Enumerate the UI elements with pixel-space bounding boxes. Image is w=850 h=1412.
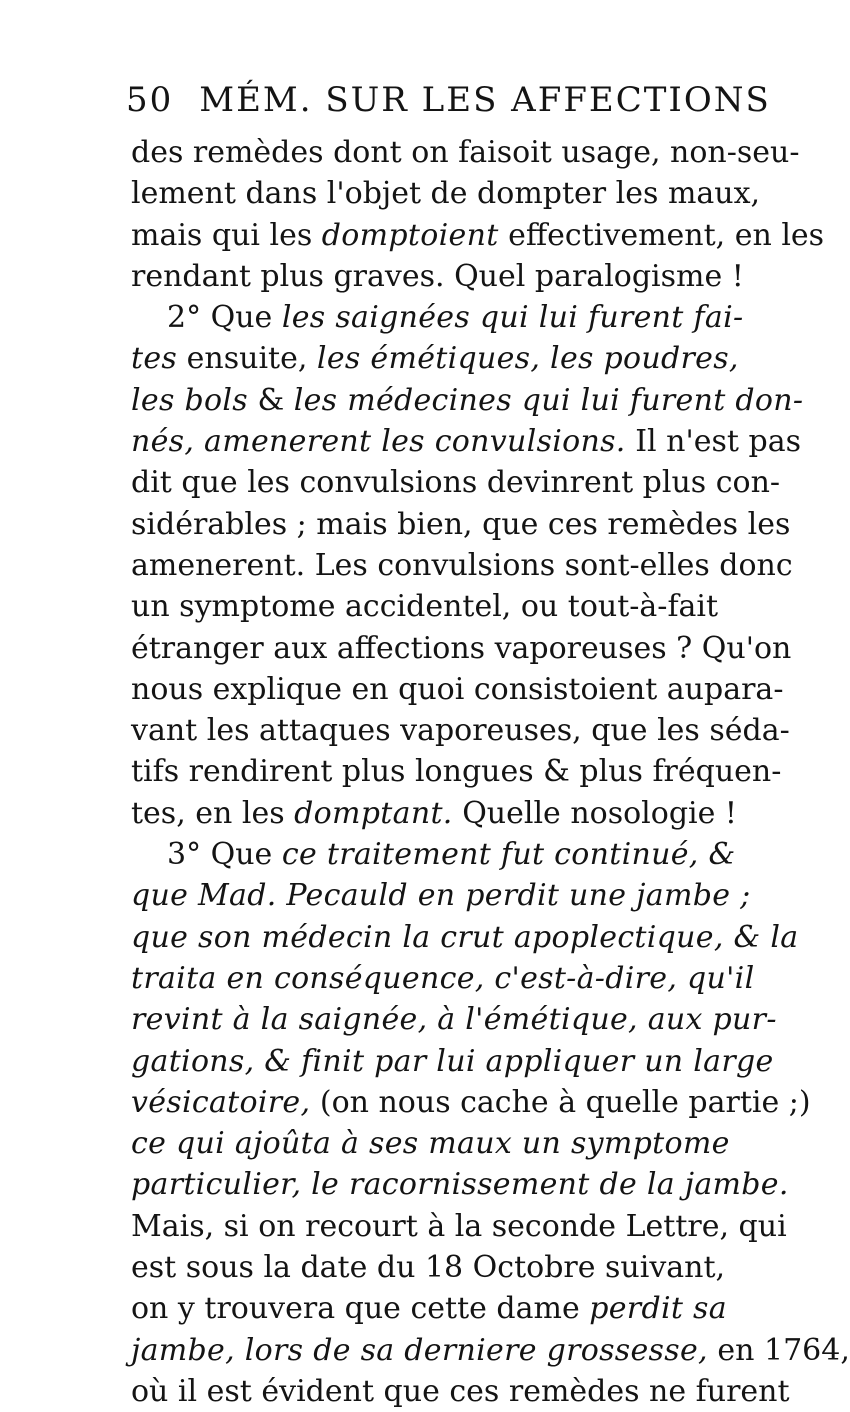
text-line: [131, 1330, 850, 1371]
text-segment: où il est évident que ces remèdes ne furent: [131, 1373, 790, 1409]
text-line: [131, 1247, 726, 1288]
italic-segment: traita en conséquence, c'est-à-dire, qu'il: [131, 960, 755, 996]
text-line: [131, 1041, 774, 1082]
italic-segment: les émétiques, les poudres,: [316, 341, 739, 377]
text-segment: Quelle nosologie !: [452, 795, 737, 831]
running-header: [126, 80, 771, 120]
text-line: [131, 669, 784, 710]
text-line: [131, 1288, 727, 1329]
text-line: [131, 793, 737, 834]
text-line: [131, 586, 719, 627]
text-line: [131, 999, 777, 1040]
text-segment: 3° Que: [167, 837, 282, 873]
text-line: [131, 958, 755, 999]
text-line: [131, 504, 791, 545]
text-line: [131, 751, 782, 792]
italic-segment: perdit sa: [589, 1291, 727, 1327]
text-line: [131, 256, 744, 297]
italic-segment: les bols: [131, 382, 248, 418]
text-segment: des remèdes dont on faisoit usage, non-seu-: [131, 135, 800, 170]
text-segment: tes, en les: [131, 795, 295, 831]
text-segment: on y trouvera que cette dame: [131, 1291, 590, 1327]
italic-segment: revint à la saignée, à l'émétique, aux pur-: [131, 1002, 777, 1038]
text-segment: Mais, si on recourt à la seconde Lettre, qui: [131, 1208, 787, 1244]
page-number: 50: [126, 80, 174, 120]
text-segment: dit que les convulsions devinrent plus con-: [131, 465, 781, 501]
italic-segment: ce traitement fut continué, &: [281, 837, 736, 873]
text-line: [131, 834, 736, 875]
text-segment: 2° Que: [167, 300, 282, 336]
text-line: [131, 628, 792, 669]
text-segment: mais qui les: [131, 217, 322, 253]
text-line: [131, 1123, 730, 1164]
text-line: [131, 338, 739, 379]
text-segment: amenerent. Les convulsions sont-elles donc: [131, 547, 793, 583]
text-line: [131, 173, 761, 214]
italic-segment: que son médecin la crut apoplectique, & la: [131, 919, 799, 955]
text-segment: tifs rendirent plus longues & plus fréquen-: [131, 754, 782, 790]
italic-segment: domptoient: [321, 217, 499, 253]
italic-segment: les médecines qui lui furent don-: [293, 382, 804, 418]
text-line: [131, 1164, 789, 1205]
text-segment: rendant plus graves. Quel paralogisme !: [131, 258, 744, 294]
text-segment: lement dans l'objet de dompter les maux,: [131, 176, 761, 212]
text-segment: étranger aux affections vaporeuses ? Qu'on: [131, 630, 792, 666]
italic-segment: tes: [131, 341, 178, 377]
text-segment: est sous la date du 18 Octobre suivant,: [131, 1250, 726, 1286]
running-title: MÉM. SUR LES AFFECTIONS: [199, 80, 771, 120]
italic-segment: domptant.: [294, 795, 453, 831]
text-segment: un symptome accidentel, ou tout-à-fait: [131, 589, 719, 625]
body-text: [131, 132, 850, 1412]
text-line: [131, 1082, 811, 1123]
text-line: [131, 215, 825, 256]
text-line: [131, 132, 800, 173]
text-segment: effectivement, en les: [498, 217, 825, 253]
text-segment: nous explique en quoi consistoient aupara-: [131, 671, 784, 707]
text-line: [131, 380, 804, 421]
italic-segment: les saignées qui lui furent fai-: [281, 300, 744, 336]
italic-segment: que Mad. Pecauld en perdit une jambe ;: [131, 878, 751, 914]
italic-segment: nés, amenerent les convulsions.: [131, 424, 626, 460]
text-line: [131, 1371, 790, 1412]
italic-segment: particulier, le racornissement de la jambe.: [131, 1167, 789, 1203]
text-line: [131, 710, 790, 751]
italic-segment: vésicatoire,: [131, 1084, 311, 1120]
text-segment: ensuite,: [177, 341, 317, 377]
text-line: [131, 462, 781, 503]
text-segment: vant les attaques vaporeuses, que les séda-: [131, 713, 790, 749]
italic-segment: gations, & finit par lui appliquer un large: [131, 1043, 774, 1079]
text-segment: en 1764,: [707, 1332, 850, 1368]
text-segment: Il n'est pas: [625, 424, 801, 460]
text-line: [131, 545, 793, 586]
text-line: [131, 875, 751, 916]
text-segment: (on nous cache à quelle partie ;): [310, 1084, 811, 1120]
text-line: [131, 917, 799, 958]
italic-segment: jambe, lors de sa derniere grossesse,: [131, 1332, 708, 1368]
text-line: [131, 421, 801, 462]
text-segment: &: [247, 382, 294, 418]
text-segment: sidérables ; mais bien, que ces remèdes les: [131, 506, 791, 542]
text-line: [131, 1206, 787, 1247]
italic-segment: ce qui ajoûta à ses maux un symptome: [131, 1126, 730, 1162]
text-line: [131, 297, 744, 338]
